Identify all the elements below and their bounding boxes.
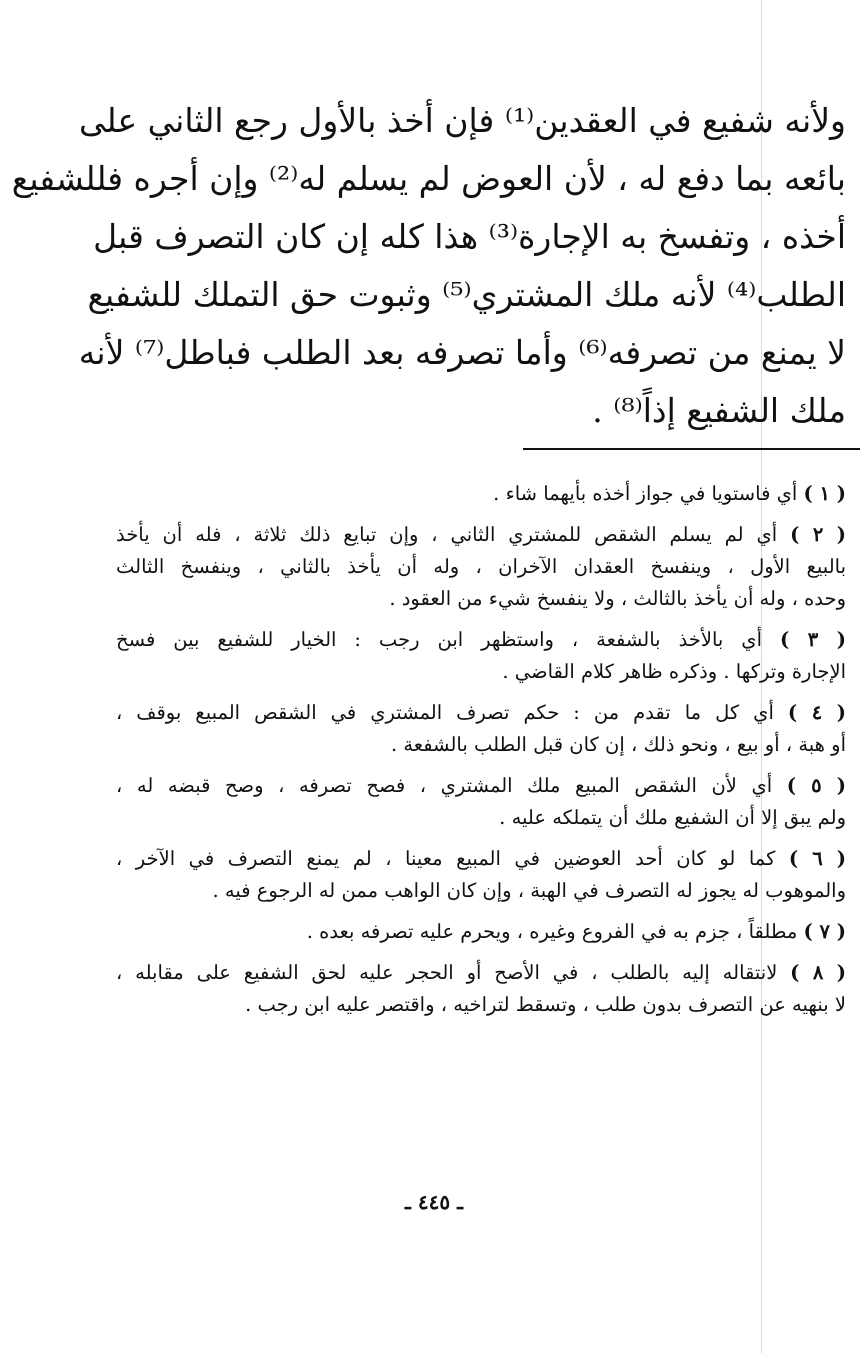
- footnote-line: بالبيع الأول ، وينفسخ العقدان الآخران ، وله أن يأخذ بالثاني ، وينفسخ الثالث: [116, 555, 846, 578]
- footnote-line: الإجارة وتركها . وذكره ظاهر كلام القاضي .: [502, 660, 846, 683]
- footnote-text: أي فاستويا في جواز أخذه بأيهما شاء .: [493, 482, 798, 505]
- footnote-text: مطلقاً ، جزم به في الفروع وغيره ، ويحرم عليه تصرفه بعده .: [306, 920, 798, 943]
- main-text-line: أخذه ، وتفسخ به الإجارة⁽³⁾ هذا كله إن كان التصرف قبل: [93, 217, 846, 256]
- footnote-separator: [523, 448, 860, 450]
- main-text-line: الطلب⁽⁴⁾ لأنه ملك المشتري⁽⁵⁾ وثبوت حق التملك للشفيع: [87, 275, 846, 314]
- footnote-line: [116, 624, 846, 656]
- footnote: [116, 519, 846, 615]
- main-text-line: بائعه بما دفع له ، لأن العوض لم يسلم له⁽²⁾ وإن أجره فللشفيع: [11, 159, 846, 198]
- footnote: [116, 916, 846, 948]
- footnote: [116, 843, 846, 907]
- footnote: [116, 957, 846, 1021]
- footnote-line: [116, 843, 846, 875]
- footnote-text: أي لأن الشقص المبيع ملك المشتري ، فصح تصرفه ، وصح قبضه له ،: [116, 774, 773, 797]
- footnote-line: [116, 519, 846, 551]
- footnote-line: أو هبة ، أو بيع ، ونحو ذلك ، إن كان قبل الطلب بالشفعة .: [390, 733, 846, 756]
- footnote: [116, 624, 846, 688]
- footnote-line: [116, 957, 846, 989]
- footnote: [116, 478, 846, 510]
- footnote-number: ( ٨ ): [790, 961, 846, 984]
- footnote-text: كما لو كان أحد العوضين في المبيع معينا ، لم يمنع التصرف في الآخر ،: [116, 847, 776, 870]
- footnote-number: ( ٣ ): [779, 628, 847, 651]
- footnote-line: [116, 478, 846, 510]
- main-text-line: ولأنه شفيع في العقدين⁽¹⁾ فإن أخذ بالأول رجع الثاني على: [79, 101, 846, 140]
- footnote-text: أي لم يسلم الشقص للمشتري الثاني ، وإن تبايع ذلك ثلاثة ، فله أن يأخذ: [116, 523, 778, 546]
- footnote-line: [116, 697, 846, 729]
- main-text-block: [11, 92, 846, 440]
- footnote-line: [116, 770, 846, 802]
- footnote-number: ( ٤ ): [787, 701, 847, 724]
- footnotes-block: [116, 478, 846, 1030]
- footnote-number: ( ٢ ): [790, 523, 847, 546]
- main-text-line: لا يمنع من تصرفه⁽⁶⁾ وأما تصرفه بعد الطلب فباطل⁽⁷⁾ لأنه: [78, 333, 846, 372]
- footnote-number: ( ٧ ): [803, 920, 846, 943]
- footnote-text: أي بالأخذ بالشفعة ، واستظهر ابن رجب : الخيار للشفيع بين فسخ: [116, 628, 762, 651]
- footnote-line: وحده ، وله أن يأخذ بالثالث ، ولا ينفسخ شيء من العقود .: [389, 587, 846, 610]
- footnote-number: ( ٦ ): [788, 847, 847, 870]
- main-text-line: ملك الشفيع إذاً⁽⁸⁾ .: [592, 391, 846, 430]
- footnote-line: لا بنهيه عن التصرف بدون طلب ، وتسقط لتراخيه ، واقتصر عليه ابن رجب .: [245, 993, 846, 1016]
- footnote-line: والموهوب له يجوز له التصرف في الهبة ، وإن كان الواهب ممن له الرجوع فيه .: [212, 879, 846, 902]
- footnote-text: لانتقاله إليه بالطلب ، في الأصح أو الحجر عليه لحق الشفيع على مقابله ،: [116, 961, 778, 984]
- footnote-number: ( ١ ): [803, 482, 846, 505]
- footnote-text: أي كل ما تقدم من : حكم تصرف المشتري في الشقص المبيع بوقف ،: [116, 701, 774, 724]
- footnote-line: ولم يبق إلا أن الشفيع ملك أن يتملكه عليه .: [499, 806, 846, 829]
- footnote-line: [116, 916, 846, 948]
- footnote: [116, 770, 846, 834]
- page-number: ـ ٤٤٥ ـ: [405, 1190, 463, 1214]
- footnote-number: ( ٥ ): [786, 774, 847, 797]
- footnote: [116, 697, 846, 761]
